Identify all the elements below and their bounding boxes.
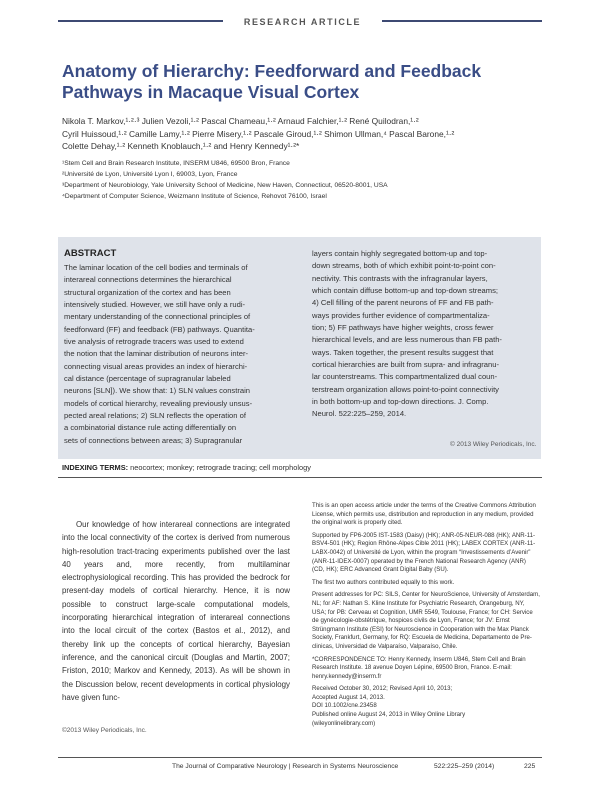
body-paragraph: Our knowledge of how interareal connections are integrated into the local connectivity of the cortex is derived from numerous high-resolution tract-tracing experiments published over the last 40 years and, more recently, from multilaminar electrophysiological recording. This has provided the bedrock for present-day models of cortical hierarchy. Hence, it is now possible to construct large-scale computational models, incorporating hierarchical integration of interareal connections into the local circuit of the cortex (Bastos et al., 2012), and thereby link up the concepts of cortical hierarchy, Bayesian inference, and the canonical circuit (Douglas and Martin, 2007; Friston, 2010; Markov and Kennedy, 2013). As will be shown in the Discussion below, recent developments in cortical physiology have given func-: [62, 520, 290, 702]
indexing-terms-label: INDEXING TERMS:: [62, 463, 129, 472]
open-access-note: This is an open access article under the terms of the Creative Commons Attribution License, which permits use, distribution and reproduction in any medium, provided the original work is properly cited.: [312, 502, 536, 527]
abstract-line: intensively studied. However, we still have only a rudi-: [64, 300, 246, 310]
abstract-line: connecting visual areas provides an index of hierarchi-: [64, 361, 248, 371]
abstract-line: interareal connections determines the hierarchical: [64, 275, 232, 285]
abstract-line: Neurol. 522:225–259, 2014.: [312, 409, 407, 419]
abstract-line: pected areal relations; 2) SLN reflects the operation of: [64, 411, 246, 421]
received-date: Received October 30, 2012; Revised April 10, 2013;: [312, 685, 453, 693]
abstract-left-column: [64, 262, 292, 447]
footer-rule: [58, 757, 542, 758]
author-list: [62, 115, 542, 153]
author-line: Nikola T. Markov,¹·²·³ Julien Vezoli,¹·² Pascal Chameau,¹·² Arnaud Falchier,¹·² René Quilodran,¹·²: [62, 116, 419, 126]
abstract-copyright: © 2013 Wiley Periodicals, Inc.: [450, 441, 537, 448]
author-line: Colette Dehay,¹·² Kenneth Knoblauch,¹·² and Henry Kennedy¹·²*: [62, 141, 300, 151]
accepted-date: Accepted August 14, 2013.: [312, 693, 385, 701]
abstract-line: tion; 5) FF pathways have higher weights, cross fewer: [312, 323, 494, 333]
indexing-terms-values: neocortex; monkey; retrograde tracing; cell morphology: [130, 463, 311, 472]
abstract-line: in both bottom-up and top-down directions. J. Comp.: [312, 397, 489, 407]
section-divider: [58, 477, 542, 478]
abstract-line: the notion that the laminar distribution of neurons inter-: [64, 349, 249, 359]
abstract-line: down streams, both of which exhibit point-to-point con-: [312, 261, 496, 271]
affiliation-line: ⁴Department of Computer Science, Weizmann Institute of Science, Rehovot 76100, Israel: [62, 193, 327, 200]
abstract-line: terstream organization allows point-to-point connectivity: [312, 384, 499, 394]
article-type-label: RESEARCH ARTICLE: [243, 17, 362, 27]
abstract-line: hierarchical levels, and are less numerous than FB path-: [312, 335, 502, 345]
equal-contribution-note: The first two authors contributed equally to this work.: [312, 578, 455, 586]
abstract-line: 4) Cell filling of the parent neurons of FF and FB path-: [312, 298, 494, 308]
footnote-column: [312, 502, 540, 728]
abstract-line: cal distance (percentage of supragranular labeled: [64, 374, 231, 384]
abstract-line: cortical hierarchies are built from supra- and infragranu-: [312, 360, 499, 370]
affiliation-line: ³Department of Neurobiology, Yale University School of Medicine, New Haven, Connecticut, 06520-8001, USA: [62, 182, 388, 189]
footer-volume: 522:225–259 (2014): [434, 763, 495, 770]
indexing-terms: [62, 463, 542, 472]
abstract-line: ways provides further evidence of compartmentaliza-: [312, 310, 490, 320]
abstract-line: feedforward (FF) and feedback (FB) pathways. Quantita-: [64, 324, 255, 334]
author-line: Cyril Huissoud,¹·² Camille Lamy,¹·² Pierre Misery,¹·² Pascale Giroud,¹·² Shimon Ullman,⁴ Pascal Barone,¹·²: [62, 128, 455, 139]
present-addresses-note: Present addresses for PC: SILS, Center for NeuroScience, University of Amsterdam, NL; for AF: Nathan S. Kline Institute for Psychiatric Research, Orangeburg, NY, USA; for PB: Cerveau et Cognition, UMR 5549, Toulouse, France; for CH: Service de gynécologie-obstétrique, hospices civils de Lyon, France; for JV: Ernst Strüngmann Institute (ESI) for Neuroscience in Cooperation with the Max Planck Society, Frankfurt, Germany, for RQ: Escuela de Medicina, Departamento de Pre-clinicas, Universidad de Valparaíso, Valparaíso, Chile.: [312, 591, 540, 650]
abstract-line: a combinatorial distance rule acting differentially on: [64, 423, 237, 433]
abstract-line: neurons [SLN]). We show that: 1) SLN values constrain: [64, 386, 250, 396]
footer-journal: The Journal of Comparative Neurology | Research in Systems Neuroscience: [172, 763, 399, 770]
doi: DOI 10.1002/cne.23458: [312, 702, 377, 710]
header-rule-left: [58, 20, 223, 22]
affiliation-line: ¹Stem Cell and Brain Research Institute, INSERM U846, 69500 Bron, France: [62, 160, 290, 167]
abstract-line: lar counterstreams. This compartmentalized dual coun-: [312, 372, 498, 382]
library-link[interactable]: (wileyonlinelibrary.com): [312, 719, 376, 727]
published-date: Published online August 24, 2013 in Wiley Online Library: [312, 711, 466, 719]
affiliation-line: ²Université de Lyon, Université Lyon I, 69003, Lyon, France: [62, 171, 238, 178]
page-number: 225: [524, 763, 536, 770]
journal-name: The Journal of Comparative Neurology: [172, 763, 287, 770]
abstract-right-column: [312, 248, 537, 421]
abstract-line: models of cortical hierarchy, revealing previously unsus-: [64, 398, 253, 408]
support-note: Supported by FP6-2005 IST-1583 (Daisy) (HK); ANR-05-NEUR-088 (HK); ANR-11-BSV4-501 (HK); Region Rhône-Alpes Cible 2011 (HK); LABEX CORTEX (ANR-11-LABX-0042) of Université de Lyon, within the program “Investissements d’Avenir” (ANR-11-IDEX-0007) operated by the French National Research Agency (ANR) (CD, HK); ERC Advanced Grant Digital Baby (SU).: [312, 531, 536, 574]
abstract-line: which contain diffuse bottom-up and top-down streams;: [312, 286, 499, 296]
abstract-heading: ABSTRACT: [64, 248, 117, 259]
abstract-line: sets of connections between areas; 3) Supragranular: [64, 435, 243, 445]
article-title: Anatomy of Hierarchy: Feedforward and Feedback Pathways in Macaque Visual Cortex: [62, 61, 482, 102]
abstract-line: layers contain highly segregated bottom-up and top-: [312, 249, 488, 258]
header-rule-right: [382, 20, 542, 22]
abstract-line: structural organization of the cortex and has been: [64, 287, 231, 297]
abstract-line: ways. Taken together, the present results suggest that: [312, 347, 494, 357]
correspondence-note: *CORRESPONDENCE TO: Henry Kennedy, Inserm U846, Stem Cell and Brain Research Institute. 18 avenue Doyen Lépine, 69500 Bron, France. E-mail: henry.kennedy@inserm.fr: [312, 655, 526, 680]
journal-section: Research in Systems Neuroscience: [292, 763, 399, 770]
abstract-line: nectivity. This contrasts with the infragranular layers,: [312, 273, 488, 283]
abstract-line: tive analysis of retrograde tracers was used to extend: [64, 337, 244, 347]
abstract-line: The laminar location of the cell bodies and terminals of: [64, 263, 248, 272]
affiliation-list: [62, 158, 542, 202]
body-copyright: ©2013 Wiley Periodicals, Inc.: [62, 727, 147, 734]
abstract-line: mentary understanding of the connectional principles of: [64, 312, 251, 322]
